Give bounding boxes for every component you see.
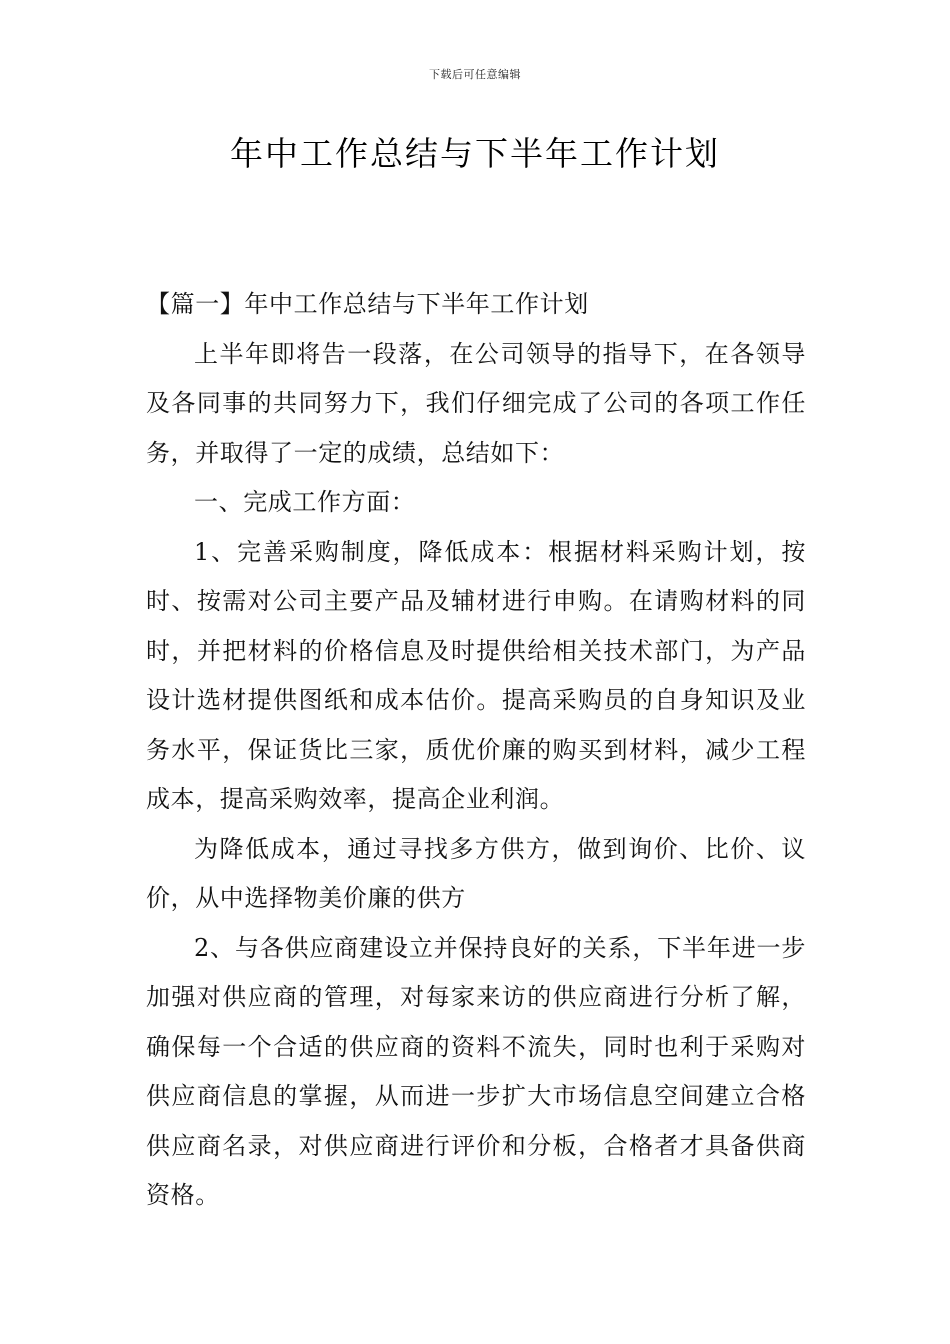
- section-heading: 【篇一】年中工作总结与下半年工作计划: [146, 290, 589, 318]
- paragraph-intro: 上半年即将告一段落，在公司领导的指导下，在各领导及各同事的共同努力下，我们仔细完成了公司的各项工作任务，并取得了一定的成绩，总结如下：: [146, 339, 806, 467]
- document-title: 年中工作总结与下半年工作计划: [230, 134, 720, 173]
- paragraph-heading-work-done: 一、完成工作方面：: [194, 488, 416, 516]
- paragraph-cost-reduction: 为降低成本，通过寻找多方供方，做到询价、比价、议价，从中选择物美价廉的供方: [146, 834, 806, 912]
- paragraph-item-1: 1、完善采购制度，降低成本：根据材料采购计划，按时、按需对公司主要产品及辅材进行申购。在请购材料的同时，并把材料的价格信息及时提供给相关技术部门，为产品设计选材提供图纸和成本估价。提高采购员的自身知识及业务水平，保证货比三家，质优价廉的购买到材料，减少工程成本，提高采购效率，提高企业利润。: [146, 537, 806, 813]
- document-body: [146, 280, 806, 1221]
- header-note: 下载后可任意编辑: [429, 68, 521, 81]
- paragraph-item-2: 2、与各供应商建设立并保持良好的关系，下半年进一步加强对供应商的管理，对每家来访的供应商进行分析了解，确保每一个合适的供应商的资料不流失，同时也利于采购对供应商信息的掌握，从而进一步扩大市场信息空间建立合格供应商名录，对供应商进行评价和分板，合格者才具备供商资格。: [146, 933, 806, 1209]
